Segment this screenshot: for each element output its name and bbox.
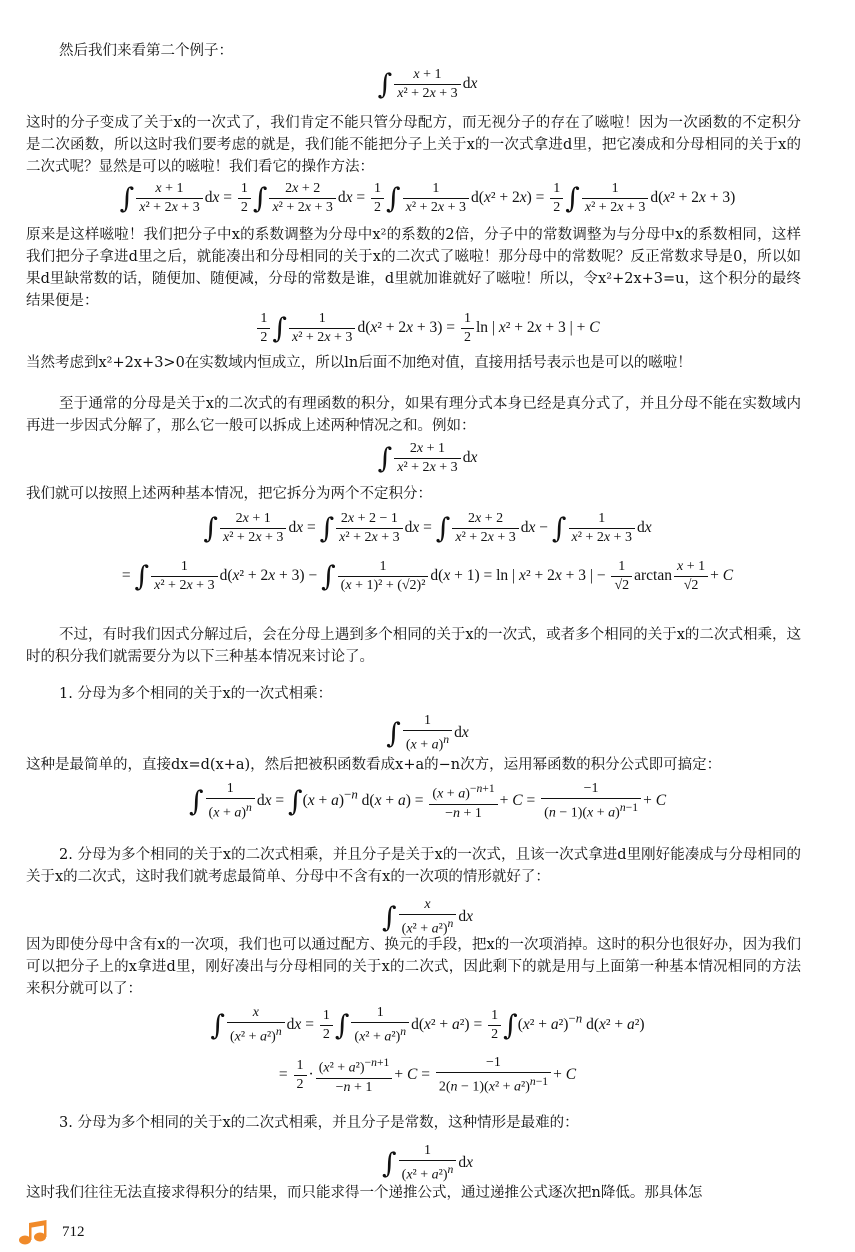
equation-6: = ∫ $\frac{1}{\text{x² + 2x + 3}}$ d(x² + 2x + 3) − ∫ $\frac{1}{\text{(x + 1)² + (√2)²}}$ d(x + 1) = ln | x² + 2x + 3 | − $\frac{1}{√2}$ arctan $\frac{x + 1}{√2}$ + C	[121, 559, 734, 593]
equation-11: = $\frac{1}{2}$ · $\frac{(x^2 + a^2)^{-n+1}}{-n + 1}$ + C = $\frac{-1}{2(n - 1)(x^2 + a^2)^{n-1}}$ + C	[278, 1055, 577, 1095]
paragraph-intro: 然后我们来看第二个例子：	[59, 43, 233, 59]
paragraph-6: 我们就可以按照上述两种基本情况，把它拆分为两个不定积分：	[26, 486, 432, 502]
page-number: 712	[62, 1224, 85, 1240]
case-2-heading: 2. 分母为多个相同的关于x的二次式相乘，并且分子是关于x的一次式，且该一次式拿进d里刚好能凑成与分母相同的关于x的二次式，这时我们就考虑最简单、分母中不含有x的一次项的情形就好了：	[26, 847, 801, 885]
equation-4: ∫ $\frac{2x + 1}{\text{x² + 2x + 3}}$ dx	[377, 441, 478, 475]
case-1-heading: 1. 分母为多个相同的关于x的一次式相乘：	[59, 686, 333, 702]
paragraph-4: 当然考虑到x²+2x+3>0在实数域内恒成立，所以ln后面不加绝对值，直接用括号表示也是可以的嗞啦！	[26, 355, 692, 371]
equation-2: ∫ $\frac{x + 1}{\text{x² + 2x + 3}}$ dx = $\frac{1}{2}$ ∫ $\frac{2x + 2}{\text{x² + 2x + 3}}$ dx = $\frac{1}{2}$ ∫ $\frac{1}{\text{x² + 2x + 3}}$ d(x² + 2x) = $\frac{1}{2}$ ∫ $\frac{1}{\text{x² + 2x + 3}}$ d(x² + 2x + 3)	[119, 181, 736, 215]
equation-8: ∫ $\frac{1}{(x + a)^n}$ dx = $\int(x + a)^{-n}$ d(x + a) = $\frac{(x + a)^{-n+1}}{-n + 1}$ + C = $\frac{-1}{(n - 1)(x + a)^{n-1}}$ + C	[188, 781, 667, 821]
paragraph-2: 这时的分子变成了关于x的一次式了，我们肯定不能只管分母配方，而无视分子的存在了嗞啦！因为一次函数的不定积分是二次函数，所以这时我们要考虑的就是，我们能不能把分子上关于x的一次式拿进d里，把它凑成和分母相同的关于x的二次式呢？显然是可以的嗞啦！我们看它的操作方法：	[26, 115, 801, 175]
equation-3: $\frac{1}{2}$ ∫ $\frac{1}{\text{x² + 2x + 3}}$ d(x² + 2x + 3) = $\frac{1}{2}$ ln | x² + 2x + 3 | + C	[0, 310, 855, 347]
paragraph-11: 因为即使分母中含有x的一次项，我们也可以通过配方、换元的手段，把x的一次项消掉。这时的积分也很好办，因为我们可以把分子上的x拿进d里，刚好凑出与分母相同的关于x的二次式，因此剩下的就是用与上面第一种基本情况相同的方法来积分就可以了：	[26, 937, 801, 997]
case-3-heading: 3. 分母为多个相同的关于x的二次式相乘，并且分子是常数，这种情形是最难的：	[59, 1115, 579, 1131]
equation-12: ∫ $\frac{1}{(x^2 + a^2)^n}$ dx	[382, 1143, 473, 1183]
equation-5: ∫ $\frac{2x + 1}{\text{x² + 2x + 3}}$ dx = ∫ $\frac{2x + 2 - 1}{\text{x² + 2x + 3}}$ dx = ∫ $\frac{2x + 2}{\text{x² + 2x + 3}}$ dx − ∫ $\frac{1}{\text{x² + 2x + 3}}$ dx	[203, 511, 652, 545]
paragraph-9: 这种是最简单的，直接dx=d(x+a)，然后把被积函数看成x+a的−n次方，运用幂函数的积分公式即可搞定：	[26, 757, 722, 773]
paragraph-3: 原来是这样嗞啦！我们把分子中x的系数调整为分母中x²的系数的2倍，分子中的常数调整为与分母中x的系数相同，这样我们把分子拿进d里之后，就能凑出和分母相同的关于x的二次式了嗞啦！那分母中的常数呢？反正常数求导是0，所以如果d里缺常数的话，随便加、随便减，分母的常数是谁，d里就加谁就好了嗞啦！所以，令x²+2x+3=u，这个积分的最终结果便是：	[26, 227, 801, 309]
equation-7: ∫ $\frac{1}{(x + a)^n}$ dx	[386, 713, 469, 753]
paragraph-5: 至于通常的分母是关于x的二次式的有理函数的积分，如果有理分式本身已经是真分式了，并且分母不能在实数域内再进一步因式分解了，那么它一般可以拆成上述两种情况之和。例如：	[26, 396, 801, 434]
music-note-icon	[18, 1220, 48, 1246]
equation-1: ∫ $\frac{x + 1}{\text{x² + 2x + 3}}$ dx	[377, 67, 478, 101]
paragraph-13: 这时我们往往无法直接求得积分的结果，而只能求得一个递推公式，通过递推公式逐次把n降低。那具体怎	[26, 1185, 703, 1201]
equation-9: ∫ $\frac{x}{(x^2 + a^2)^n}$ dx	[382, 897, 473, 937]
equation-10: ∫ $\frac{x}{(x^2 + a^2)^n}$ dx = $\frac{1}{2}$ ∫ $\frac{1}{(x^2 + a^2)^n}$ d(x² + a²) = $\frac{1}{2}$ $\int(x^2 + a^2)^{-n}$ d(x² + a²)	[210, 1005, 645, 1045]
paragraph-7: 不过，有时我们因式分解过后，会在分母上遇到多个相同的关于x的一次式，或者多个相同的关于x的二次式相乘，这时的积分我们就需要分为以下三种基本情况来讨论了。	[26, 627, 801, 665]
